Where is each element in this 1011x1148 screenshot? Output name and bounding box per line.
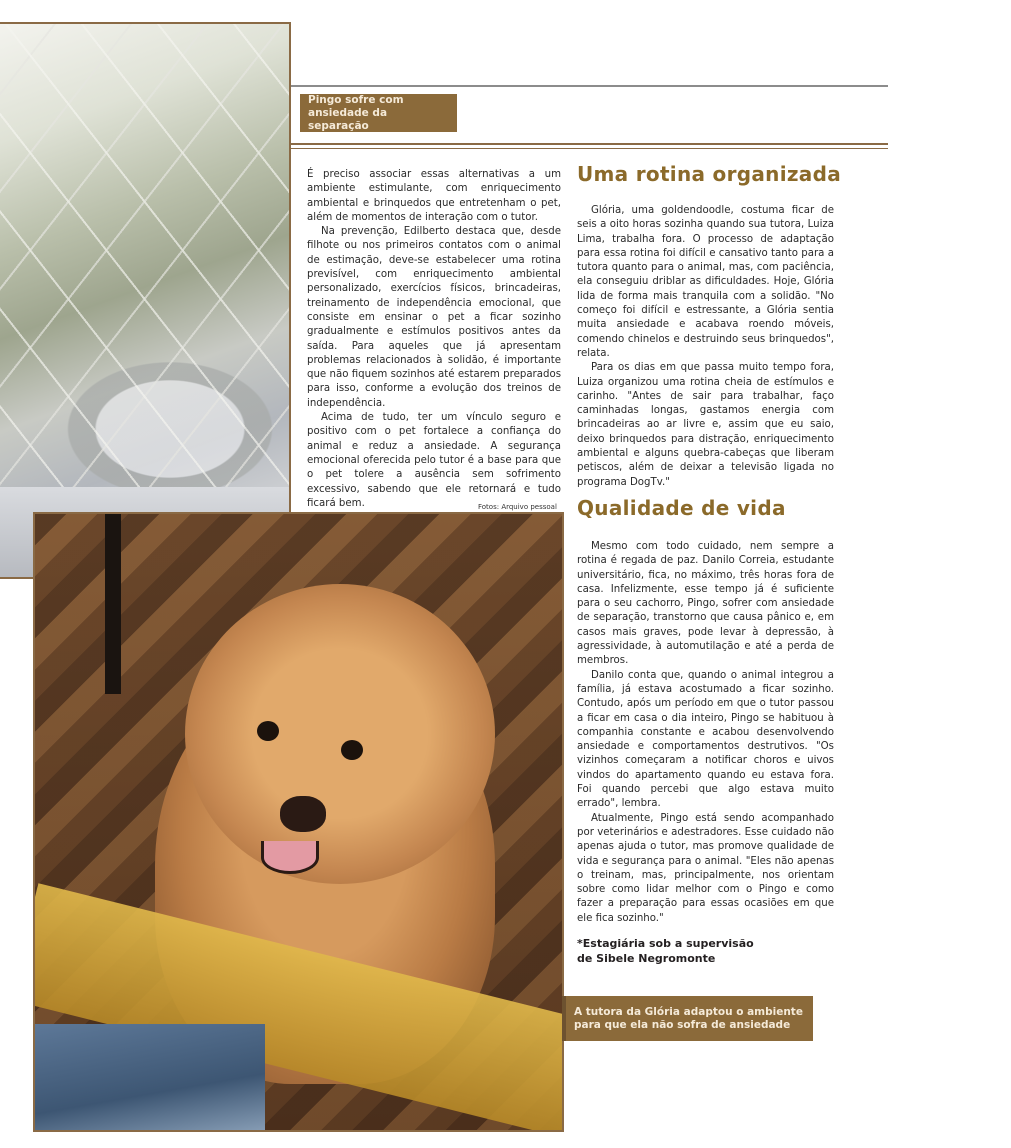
dog-nose bbox=[280, 796, 326, 832]
photo-jeans bbox=[35, 1024, 265, 1132]
top-rule bbox=[291, 85, 888, 87]
paragraph: Para os dias em que passa muito tempo fora, Luiza organizou uma rotina cheia de estímulos e carinho. "Antes de sair para trabalhar, faço caminhadas longas, gastamos energia com brincadeiras ao ar livre e, assim que eu saio, deixo brinquedos para distração, enriquecimento ambiental e alguns quebra-cabeças que liberam petiscos, além de deixar a televisão ligada no programa DogTv." bbox=[577, 362, 834, 488]
caption-gloria-line-1: A tutora da Glória adaptou o ambiente bbox=[574, 1005, 803, 1018]
section-heading-rotina: Uma rotina organizada bbox=[577, 162, 842, 186]
paragraph: É preciso associar essas alternativas a um ambiente estimulante, com enriquecimento ambiental e brinquedos que entretenham o pet, além de momentos de interação com o tutor. bbox=[307, 169, 561, 223]
paragraph: Na prevenção, Edilberto destaca que, desde filhote ou nos primeiros contatos com o animal de estimação, deve-se estabelecer uma rotina previsível, com enriquecimento ambiental personalizado, exercícios físicos, brincadeiras, treinamento de independência emocional, que consiste em ensinar o pet a ficar sozinho gradualmente e estímulos positivos antes da saída. Para aqueles que já apresentam problemas relacionados à solidão, é importante que não fiquem sozinhos até estarem preparados para isso, conforme a evolução dos treinos de independência. bbox=[307, 226, 561, 409]
paragraph: Danilo conta que, quando o animal integrou a família, já estava acostumado a ficar sozinho. Contudo, após um período em que o tutor passou a ficar em casa o dia inteiro, Pingo se habituou à companhia constante e acabou desenvolvendo ansiedade e comportamentos destrutivos. "Os vizinhos começaram a notificar choros e uivos vindos do apartamento quando eu estava fora. Foi quando percebi que algo estava muito errado", lembra. bbox=[577, 669, 834, 810]
photo-table-leg bbox=[105, 514, 121, 694]
caption-gloria bbox=[562, 996, 813, 1041]
paragraph: Atualmente, Pingo está sendo acompanhado por veterinários e adestradores. Esse cuidado não apenas ajuda o tutor, mas promove qualidade de vida e segurança para o animal. "Eles não apenas o treinam, mas, principalmente, nos orientam sobre como lidar melhor com o Pingo e como fazer a preparação para essas ocasiões em que ele fica sozinho." bbox=[577, 812, 834, 924]
photo-credit: Fotos: Arquivo pessoal bbox=[478, 503, 557, 511]
footnote-line-1: *Estagiária sob a supervisão bbox=[577, 937, 754, 950]
photo-window-net bbox=[0, 22, 291, 579]
photo-dog bbox=[33, 512, 564, 1132]
caption-pingo bbox=[300, 94, 457, 132]
section2-body bbox=[577, 540, 834, 926]
caption-pingo-line-2: ansiedade da separação bbox=[308, 106, 388, 132]
dog-mouth bbox=[261, 841, 319, 874]
dog-eye-right bbox=[341, 740, 363, 760]
caption-gloria-line-2: para que ela não sofra de ansiedade bbox=[574, 1018, 791, 1031]
dog-eye-left bbox=[257, 721, 279, 741]
section-heading-qualidade: Qualidade de vida bbox=[577, 496, 786, 520]
caption-pingo-line-1: Pingo sofre com bbox=[308, 93, 404, 106]
section1-body bbox=[577, 204, 834, 490]
left-column bbox=[307, 168, 561, 511]
footnote bbox=[577, 936, 754, 966]
double-rule bbox=[291, 143, 888, 149]
dog-head bbox=[185, 584, 495, 884]
paragraph: Acima de tudo, ter um vínculo seguro e positivo com o pet fortalece a confiança do animal e reduz a ansiedade. A segurança emocional oferecida pelo tutor é a base para que o pet tolere a ausência sem sofrimento excessivo, sabendo que ele retornará e tudo ficará bem. bbox=[307, 412, 561, 509]
paragraph: Mesmo com todo cuidado, nem sempre a rotina é regada de paz. Danilo Correia, estudante universitário, fica, no máximo, três horas fora de casa. Infelizmente, esse tempo já é suficiente para o seu cachorro, Pingo, sofrer com ansiedade de separação, transtorno que causa pânico e, em casos mais graves, pode levar à depressão, à agressividade, à automutilação e até a perda de membros. bbox=[577, 541, 834, 667]
footnote-line-2: de Sibele Negromonte bbox=[577, 952, 716, 965]
paragraph: Glória, uma goldendoodle, costuma ficar de seis a oito horas sozinha quando sua tutora, Luiza Lima, trabalha fora. O processo de adaptação para essa rotina foi difícil e cansativo tanto para a tutora quanto para o animal, mas, com paciência, ela conseguiu driblar as dificuldades. Hoje, Glória lida de forma mais tranquila com a solidão. "No começo foi difícil e estressante, a Glória sentia muita ansiedade e acabava roendo móveis, comendo chinelos e destruindo seus brinquedos", relata. bbox=[577, 205, 834, 359]
